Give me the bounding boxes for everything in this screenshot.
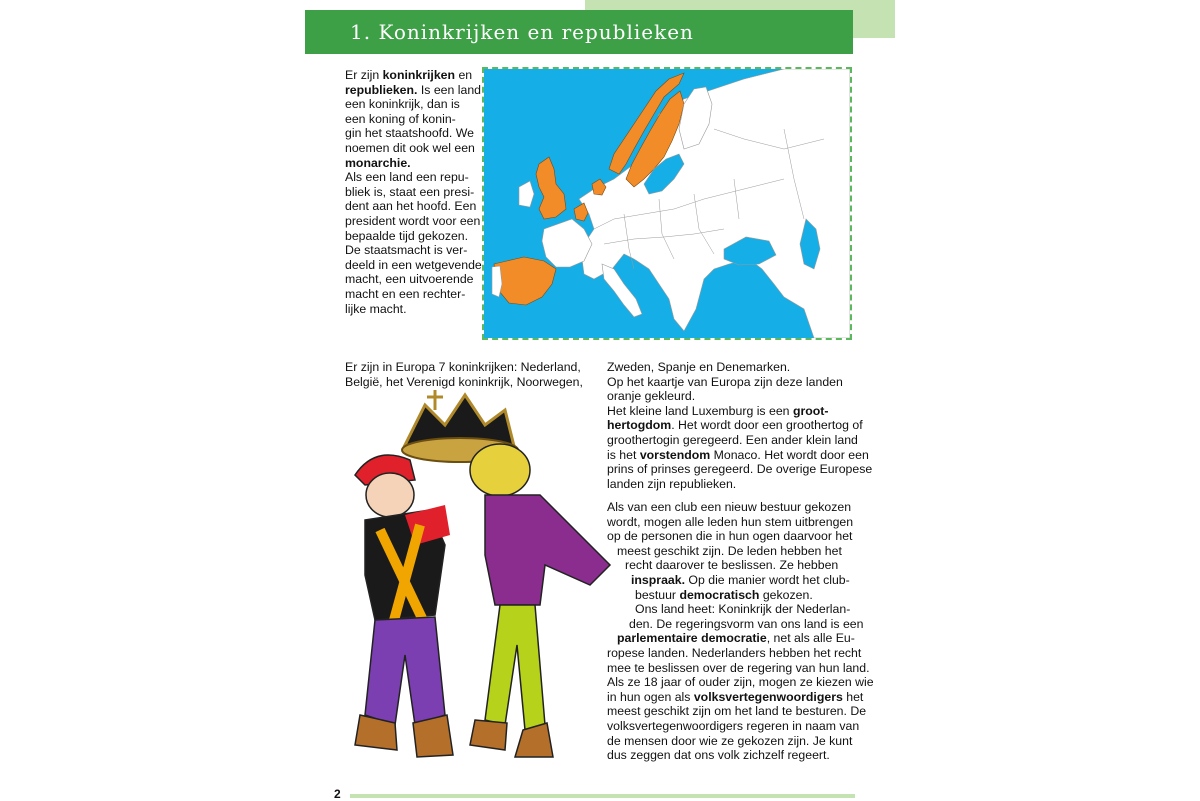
- text-line: De staatsmacht is ver-: [345, 243, 468, 258]
- text: is het: [607, 447, 640, 462]
- text-line: macht, een uitvoerende: [345, 272, 474, 287]
- text: Er zijn: [345, 68, 383, 82]
- text-line: wordt, mogen alle leden hun stem uitbrengen: [607, 514, 854, 529]
- text-line: recht daarover te beslissen. Ze hebben: [625, 558, 839, 573]
- term-koninkrijken: koninkrijken: [382, 68, 456, 82]
- text-line: Er zijn in Europa 7 koninkrijken: Nederland,: [345, 360, 581, 374]
- right-child: [470, 444, 610, 757]
- text-line: dent aan het hoofd. Een: [345, 199, 477, 214]
- text-line: Als van een club een nieuw bestuur gekozen: [607, 500, 852, 514]
- text-line: bliek is, staat een presi-: [345, 184, 475, 199]
- term-volksvertegenwoordigers: volksvertegenwoordigers: [693, 689, 843, 704]
- text-line: op de personen die in hun ogen daarvoor het: [607, 529, 853, 544]
- text: het: [842, 689, 864, 704]
- text-line: volksvertegenwoordigers regeren in naam van: [607, 718, 860, 733]
- text: Is een land: [417, 82, 482, 97]
- text-line: een koning of konin-: [345, 111, 456, 126]
- term-parlementaire-democratie: parlementaire democratie: [617, 631, 767, 646]
- chapter-title: 1. Koninkrijken en republieken: [350, 20, 694, 44]
- footer-rule: [350, 794, 855, 798]
- text: gekozen.: [759, 587, 813, 602]
- text-line: den. De regeringsvorm van ons land is een: [629, 616, 864, 631]
- text-line: groothertogin geregeerd. Een ander klein land: [607, 432, 858, 447]
- text-line: ropese landen. Nederlanders hebben het recht: [607, 645, 862, 660]
- text-line: België, het Verenigd koninkrijk, Noorwegen,: [345, 374, 583, 389]
- text-line: president wordt voor een: [345, 213, 481, 228]
- term-democratisch: democratisch: [679, 587, 760, 602]
- text: , net als alle Eu-: [766, 631, 855, 646]
- text: en: [455, 68, 473, 82]
- text-line: lijke macht.: [345, 301, 407, 316]
- right-column-paragraph-2: [607, 500, 874, 763]
- text-line: deeld in een wetgevende: [345, 257, 482, 272]
- text-line: macht en een rechter-: [345, 286, 466, 301]
- text-line: Ons land heet: Koninkrijk der Nederlan-: [635, 602, 851, 617]
- text-line: Als ze 18 jaar of ouder zijn, mogen ze kiezen wie: [607, 675, 874, 690]
- text: Monaco. Het wordt door een: [710, 447, 869, 462]
- text-line: Op het kaartje van Europa zijn deze landen: [607, 374, 843, 389]
- text-line: landen zijn republieken.: [607, 476, 737, 491]
- text: bestuur: [635, 587, 680, 602]
- text: Het kleine land Luxemburg is een: [607, 403, 793, 418]
- term-vorstendom: vorstendom: [639, 447, 711, 462]
- left-child: [355, 455, 453, 757]
- text-line: de mensen door wie ze gekozen zijn. Je kunt: [607, 733, 853, 748]
- text-line: mee te beslissen over de regering van hun land.: [607, 660, 870, 675]
- term-groothertogdom-cont: hertogdom: [607, 418, 672, 433]
- europe-map-drawing: [484, 69, 850, 338]
- text-line: gin het staatshoofd. We: [345, 126, 474, 141]
- text: . Het wordt door een groothertog of: [671, 418, 863, 433]
- term-inspraak: inspraak.: [631, 572, 685, 587]
- europe-map: [482, 67, 852, 340]
- text: in hun ogen als: [607, 689, 694, 704]
- illustration-drawing: [335, 385, 625, 775]
- page-number: 2: [334, 787, 341, 801]
- text-line: een koninkrijk, dan is: [345, 97, 460, 112]
- right-column-paragraph-1: [607, 360, 873, 491]
- text: Op die manier wordt het club-: [685, 572, 850, 587]
- term-groothertogdom: groot-: [792, 403, 829, 418]
- text-line: oranje gekleurd.: [607, 389, 696, 404]
- text-line: meest geschikt zijn om het land te besturen. De: [607, 704, 867, 719]
- text-line: prins of prinses geregeerd. De overige Europese: [607, 462, 873, 477]
- text-line: dus zeggen dat ons volk zichzelf regeert.: [607, 748, 830, 763]
- text-line: Zweden, Spanje en Denemarken.: [607, 360, 791, 374]
- term-republieken: republieken.: [345, 82, 418, 97]
- text-line: noemen dit ook wel een: [345, 140, 475, 155]
- term-monarchie: monarchie.: [345, 155, 411, 170]
- text-line: bepaalde tijd gekozen.: [345, 228, 469, 243]
- text-line: meest geschikt zijn. De leden hebben het: [617, 543, 842, 558]
- text-line: Als een land een repu-: [345, 170, 469, 185]
- intro-paragraph: [345, 68, 482, 316]
- children-crown-illustration: [335, 385, 625, 775]
